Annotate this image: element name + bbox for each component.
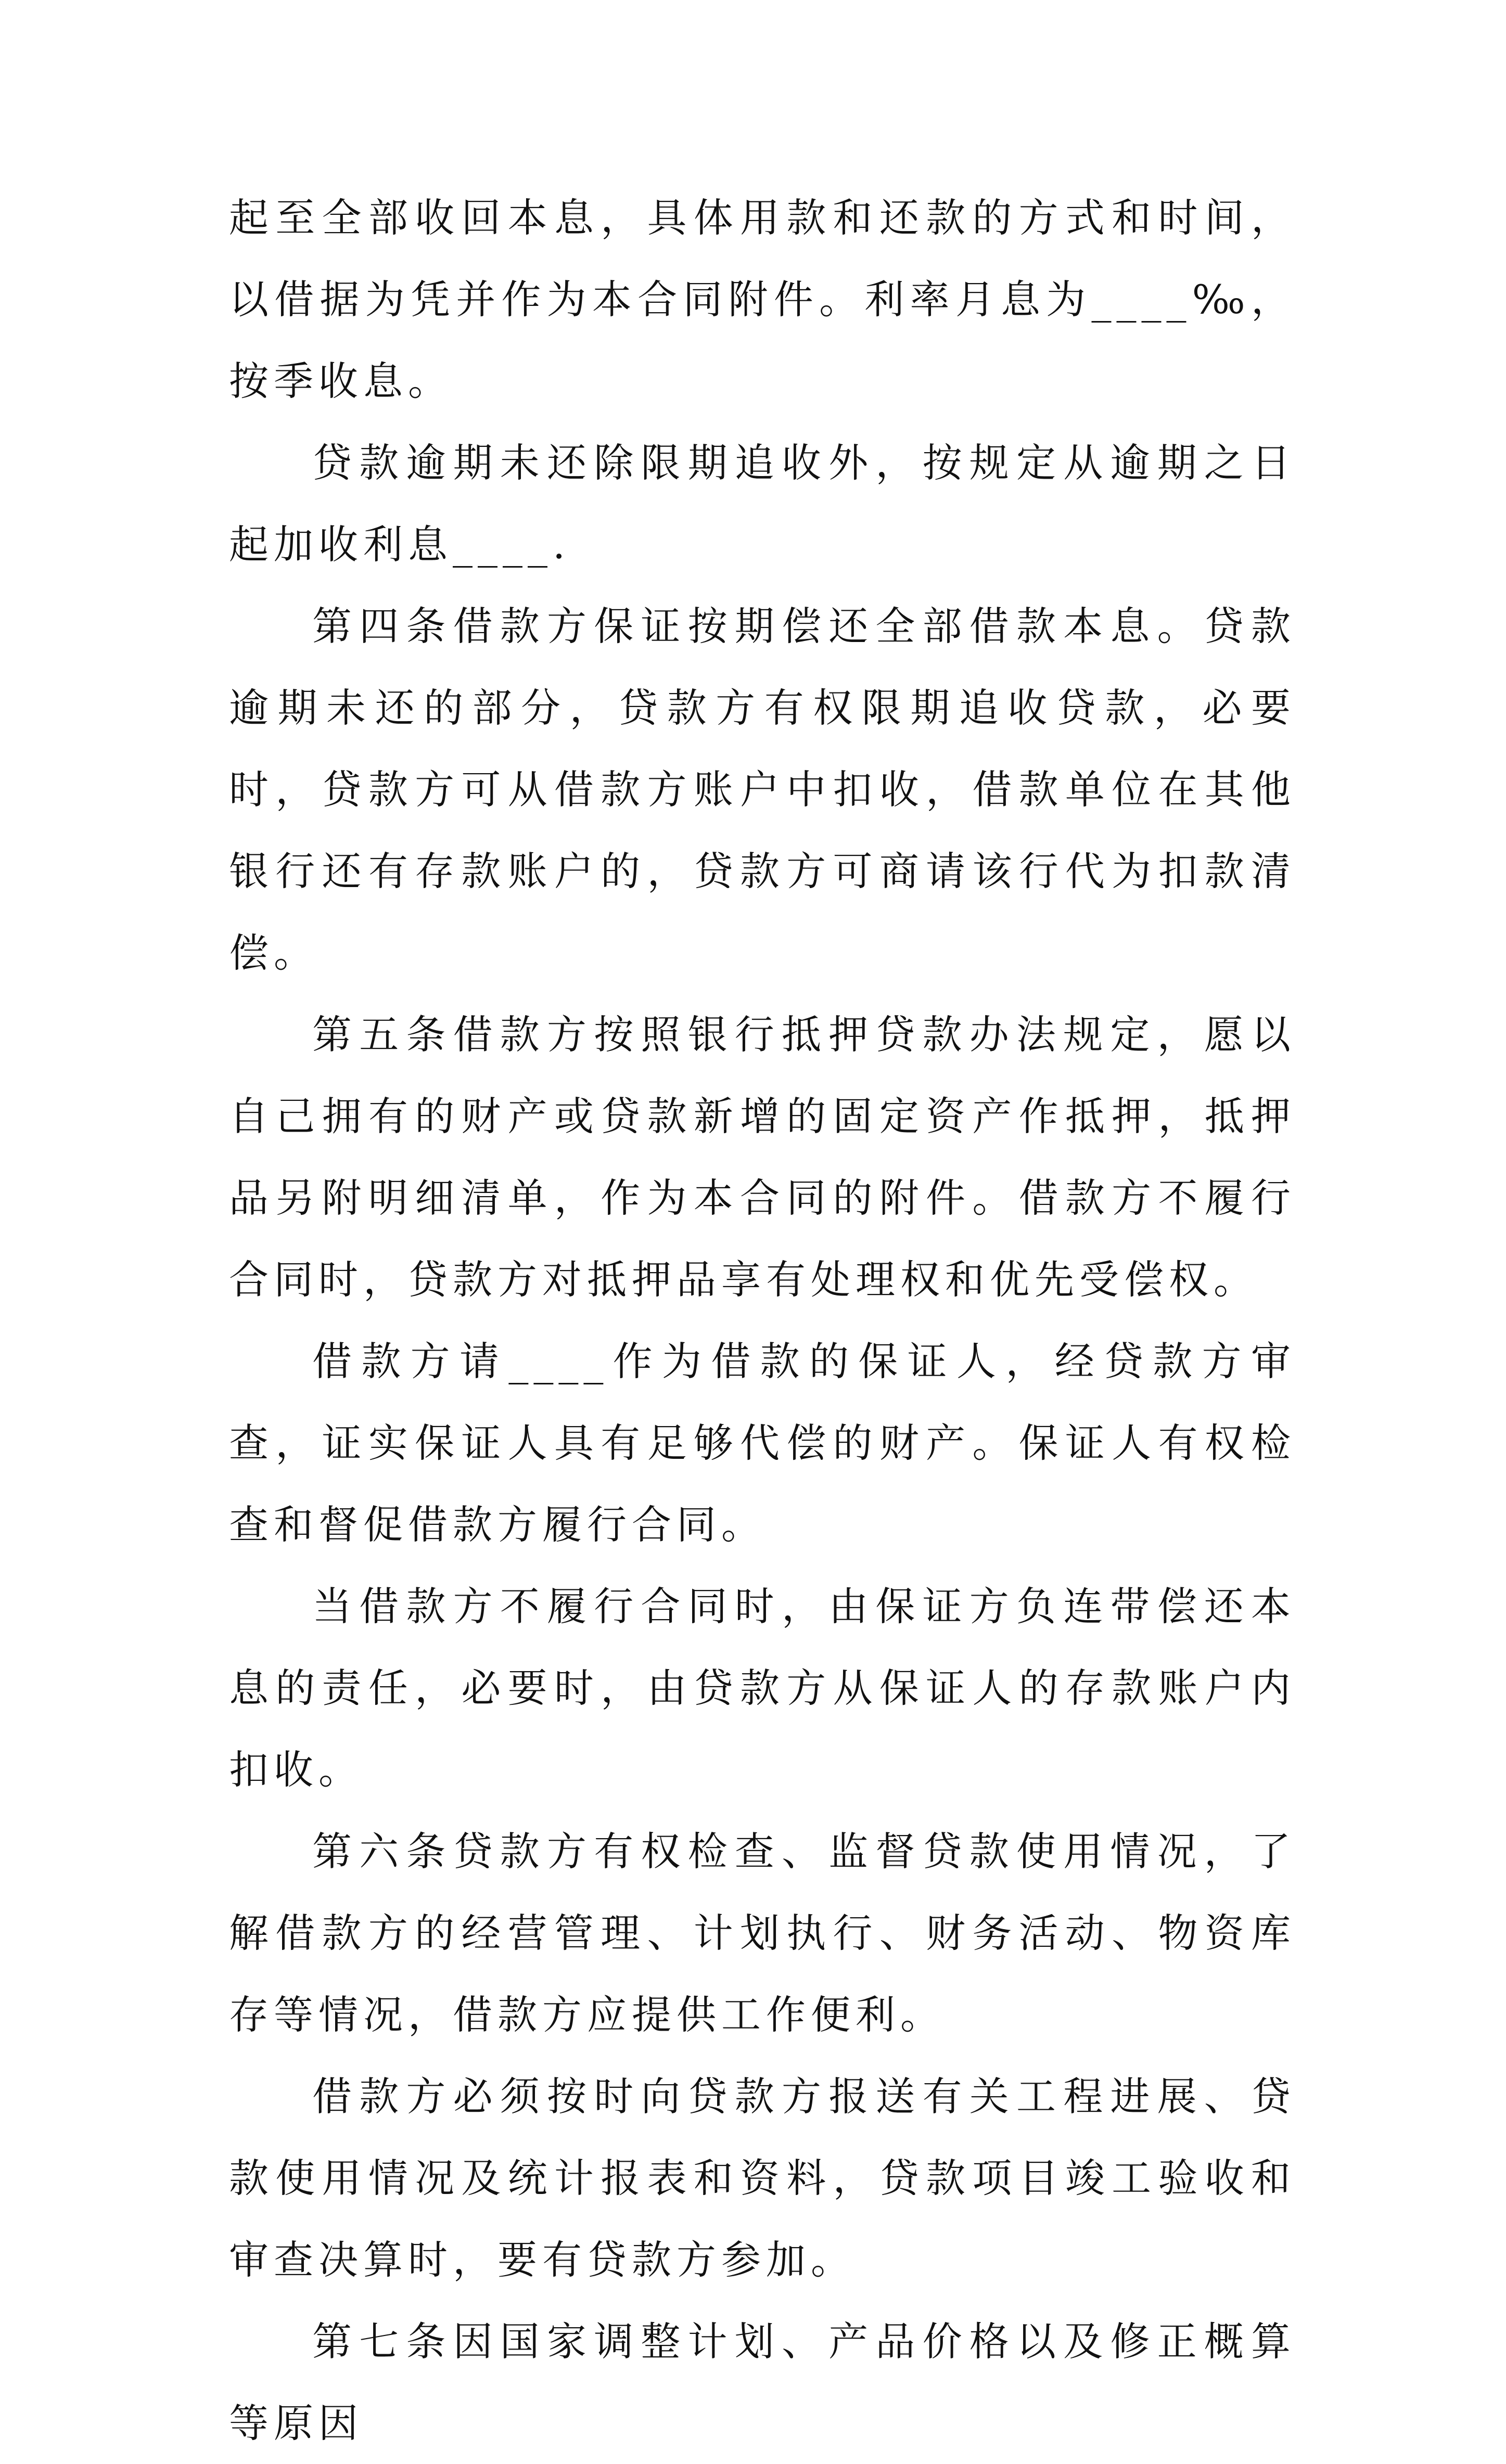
document-page	[229, 177, 1296, 2464]
paragraph-8: 借款方必须按时向贷款方报送有关工程进展、贷款使用情况及统计报表和资料，贷款项目竣工验收和审查决算时，要有贷款方参加。	[229, 2073, 1296, 2283]
paragraph-2: 贷款逾期未还除限期追收外，按规定从逾期之日起加收利息____.	[229, 440, 1296, 568]
paragraph-7: 第六条贷款方有权检查、监督贷款使用情况，了解借款方的经营管理、计划执行、财务活动、物资库存等情况，借款方应提供工作便利。	[229, 1828, 1296, 2038]
paragraph-4: 第五条借款方按照银行抵押贷款办法规定，愿以自己拥有的财产或贷款新增的固定资产作抵押，抵押品另附明细清单，作为本合同的附件。借款方不履行合同时，贷款方对抵押品享有处理权和优先受偿权。	[229, 1011, 1296, 1303]
paragraph-9: 第七条因国家调整计划、产品价格以及修正概算等原因	[229, 2318, 1296, 2446]
paragraph-6: 当借款方不履行合同时，由保证方负连带偿还本息的责任，必要时，由贷款方从保证人的存款账户内扣收。	[229, 1583, 1296, 1793]
paragraph-1: 起至全部收回本息，具体用款和还款的方式和时间，以借据为凭并作为本合同附件。利率月息为____‰，按季收息。	[229, 195, 1296, 404]
paragraph-3: 第四条借款方保证按期偿还全部借款本息。贷款逾期未还的部分，贷款方有权限期追收贷款，必要时，贷款方可从借款方账户中扣收，借款单位在其他银行还有存款账户的，贷款方可商请该行代为扣款清偿。	[229, 603, 1296, 976]
paragraph-5: 借款方请____作为借款的保证人，经贷款方审查，证实保证人具有足够代偿的财产。保证人有权检查和督促借款方履行合同。	[229, 1338, 1296, 1548]
